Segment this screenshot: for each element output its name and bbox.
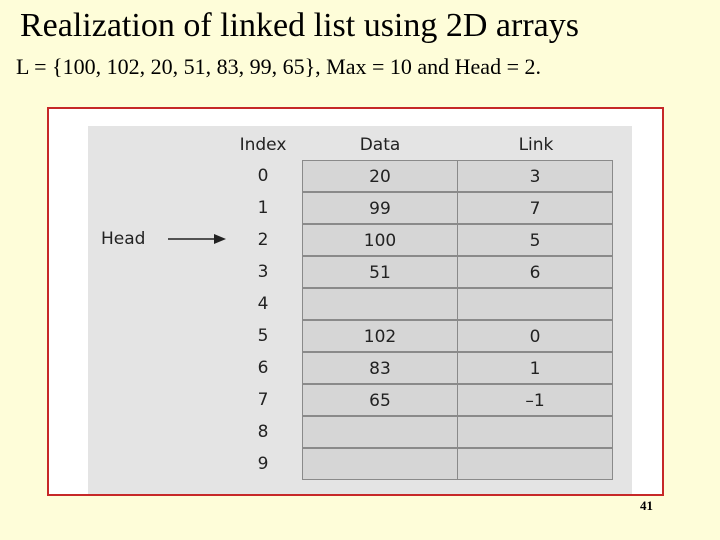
data-cell: 20 [302,160,458,192]
page-number: 41 [640,498,653,513]
row-index: 6 [257,358,269,378]
data-cell: 83 [302,352,458,384]
row-index: 4 [257,294,269,314]
row-index: 0 [257,166,269,186]
table-row [302,256,614,288]
table-row [302,448,614,480]
link-cell: 0 [457,320,613,352]
link-cell [457,288,613,320]
row-index: 8 [257,422,269,442]
link-cell [457,416,613,448]
index-column [228,160,298,480]
table-row [302,384,614,416]
link-cell: 3 [457,160,613,192]
link-cell: 7 [457,192,613,224]
table-row [302,192,614,224]
row-index: 3 [257,262,269,282]
data-cell [302,448,458,480]
row-index: 5 [257,326,269,346]
data-cell [302,416,458,448]
row-index: 7 [257,390,269,410]
data-cell: 99 [302,192,458,224]
head-pointer-label: Head [101,229,146,249]
slide-title: Realization of linked list using 2D arrays [20,7,579,44]
table-row [302,352,614,384]
head-arrow-icon [168,232,228,246]
table-row [302,320,614,352]
table-row [302,288,614,320]
row-index: 9 [257,454,269,474]
data-cell: 51 [302,256,458,288]
header-link: Link [518,135,554,155]
table-row [302,416,614,448]
link-cell: –1 [457,384,613,416]
header-index: Index [239,135,287,155]
link-cell [457,448,613,480]
table-row [302,160,614,192]
table-row [302,224,614,256]
data-cell [302,288,458,320]
data-cell: 102 [302,320,458,352]
table-grid [302,160,614,480]
slide-subtitle: L = {100, 102, 20, 51, 83, 99, 65}, Max = 10 and Head = 2. [16,54,541,79]
data-cell: 65 [302,384,458,416]
linked-list-table [88,126,632,494]
row-index: 1 [257,198,269,218]
data-cell: 100 [302,224,458,256]
link-cell: 6 [457,256,613,288]
link-cell: 1 [457,352,613,384]
header-data: Data [359,135,401,155]
link-cell: 5 [457,224,613,256]
row-index: 2 [257,230,269,250]
